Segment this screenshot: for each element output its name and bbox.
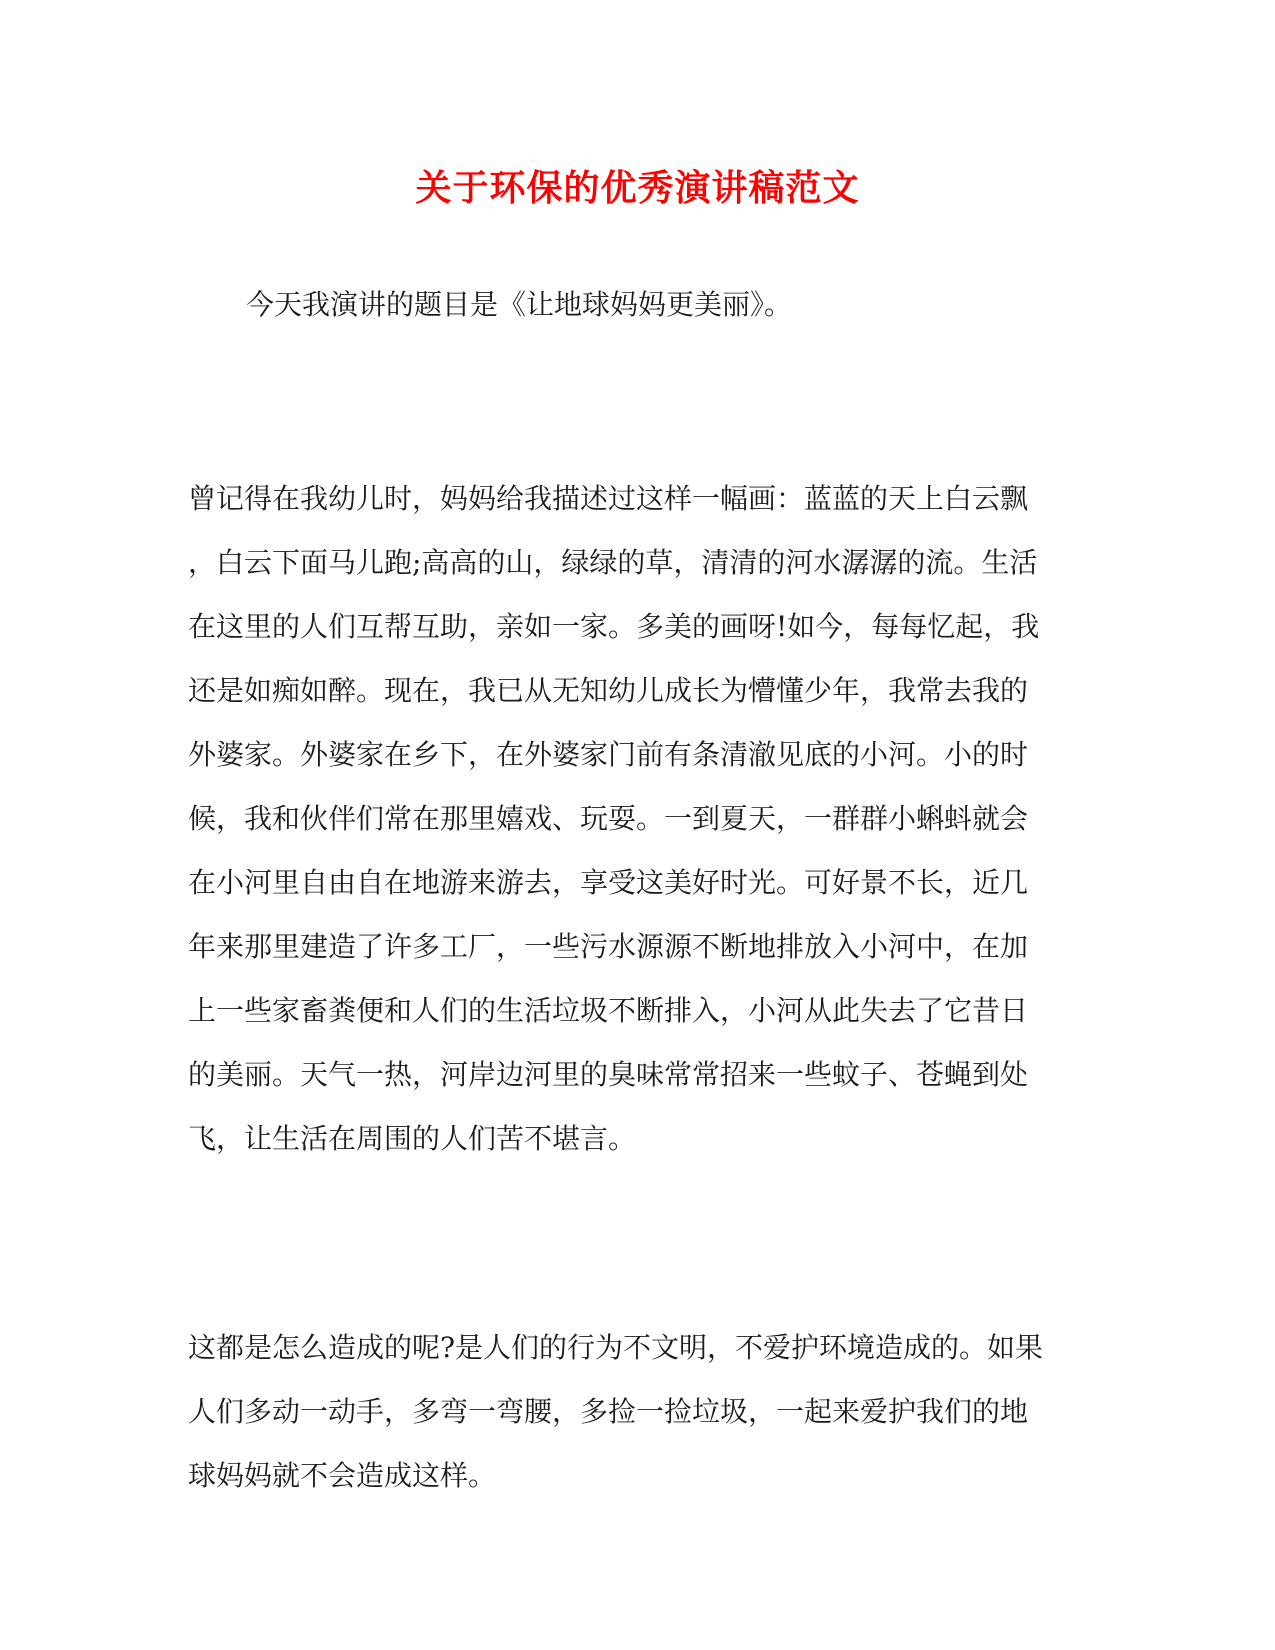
paragraph-line: 还是如痴如醉。现在，我已从无知幼儿成长为懵懂少年，我常去我的	[188, 674, 1029, 707]
paragraph-1	[188, 479, 1088, 1183]
paragraph-line: 飞，让生活在周围的人们苦不堪言。	[188, 1122, 637, 1155]
paragraph-line: 的美丽。天气一热，河岸边河里的臭味常常招来一些蚊子、苍蝇到处	[188, 1058, 1029, 1091]
paragraph-line: 这都是怎么造成的呢?是人们的行为不文明，不爱护环境造成的。如果	[188, 1331, 1044, 1364]
paragraph-line: 外婆家。外婆家在乡下，在外婆家门前有条清澈见底的小河。小的时	[188, 738, 1029, 771]
paragraph-line: 年来那里建造了许多工厂，一些污水源源不断地排放入小河中，在加	[188, 930, 1029, 963]
paragraph-line: 人们多动一动手，多弯一弯腰，多捡一捡垃圾，一起来爱护我们的地	[188, 1395, 1029, 1428]
intro-line: 今天我演讲的题目是《让地球妈妈更美丽》。	[246, 288, 793, 321]
paragraph-2	[188, 1328, 1088, 1520]
paragraph-line: 候，我和伙伴们常在那里嬉戏、玩耍。一到夏天，一群群小蝌蚪就会	[188, 802, 1029, 835]
paragraph-line: 曾记得在我幼儿时，妈妈给我描述过这样一幅画：蓝蓝的天上白云飘	[188, 482, 1029, 515]
paragraph-line: ，白云下面马儿跑;高高的山，绿绿的草，清清的河水潺潺的流。生活	[188, 546, 1038, 579]
paragraph-line: 上一些家畜粪便和人们的生活垃圾不断排入，小河从此失去了它昔日	[188, 994, 1029, 1027]
document-title: 关于环保的优秀演讲稿范文	[415, 167, 860, 209]
paragraph-line: 球妈妈就不会造成这样。	[188, 1459, 497, 1492]
paragraph-line: 在这里的人们互帮互助，亲如一家。多美的画呀!如今，每每忆起，我	[188, 610, 1040, 643]
paragraph-line: 在小河里自由自在地游来游去，享受这美好时光。可好景不长，近几	[188, 866, 1029, 899]
